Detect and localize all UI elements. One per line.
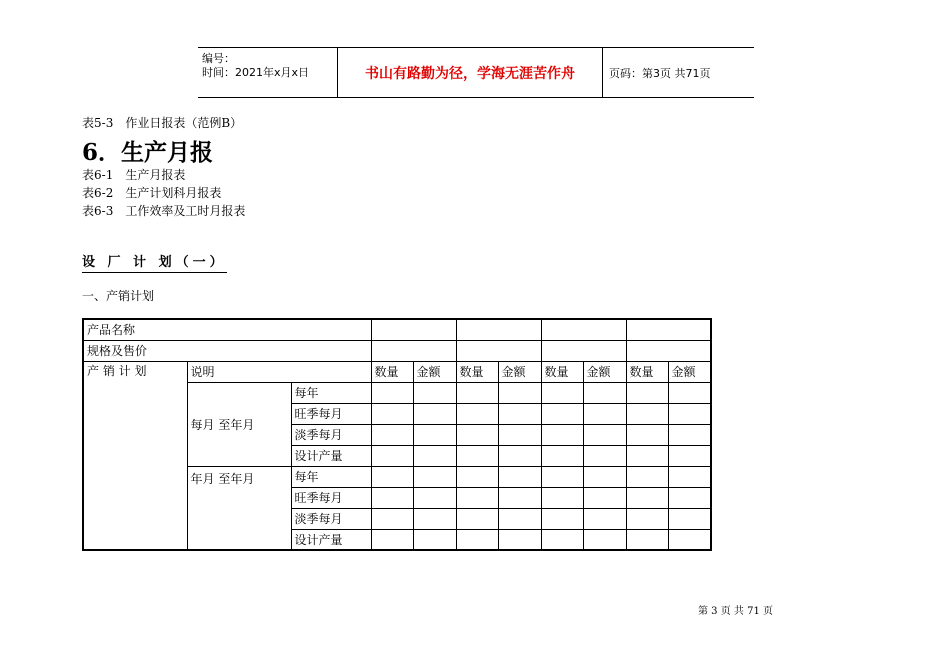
table-cell[interactable] bbox=[583, 466, 626, 487]
table-cell[interactable] bbox=[371, 382, 413, 403]
table-cell[interactable] bbox=[583, 445, 626, 466]
qty-header: 数量 bbox=[456, 361, 498, 382]
amount-header: 金额 bbox=[498, 361, 541, 382]
table-cell[interactable] bbox=[413, 529, 456, 550]
table-cell[interactable] bbox=[456, 340, 541, 361]
sub-item-label: 设计产量 bbox=[291, 529, 371, 550]
table-cell[interactable] bbox=[456, 529, 498, 550]
document-header bbox=[198, 47, 754, 98]
table-cell[interactable] bbox=[583, 403, 626, 424]
table-cell[interactable] bbox=[583, 508, 626, 529]
spec-price-label: 规格及售价 bbox=[83, 340, 371, 361]
amount-header: 金额 bbox=[413, 361, 456, 382]
table-cell[interactable] bbox=[668, 508, 711, 529]
table-cell[interactable] bbox=[456, 382, 498, 403]
table-6-2-caption: 表6-2 生产计划科月报表 bbox=[82, 186, 222, 200]
table-cell[interactable] bbox=[583, 487, 626, 508]
table-cell[interactable] bbox=[583, 529, 626, 550]
table-cell[interactable] bbox=[626, 340, 711, 361]
table-cell[interactable] bbox=[541, 508, 583, 529]
table-cell[interactable] bbox=[371, 319, 456, 340]
table-cell[interactable] bbox=[626, 403, 668, 424]
table-cell[interactable] bbox=[456, 466, 498, 487]
table-cell[interactable] bbox=[413, 445, 456, 466]
table-cell[interactable] bbox=[371, 340, 456, 361]
table-cell[interactable] bbox=[456, 403, 498, 424]
table-cell[interactable] bbox=[541, 466, 583, 487]
sub-item-label: 每年 bbox=[291, 382, 371, 403]
amount-header: 金额 bbox=[583, 361, 626, 382]
table-cell[interactable] bbox=[626, 445, 668, 466]
desc-header: 说明 bbox=[187, 361, 371, 382]
header-time-label: 时间：2021年x月x日 bbox=[202, 66, 310, 79]
qty-header: 数量 bbox=[626, 361, 668, 382]
table-cell[interactable] bbox=[498, 487, 541, 508]
table-cell[interactable] bbox=[668, 487, 711, 508]
group1-label: 每月 至年月 bbox=[187, 382, 291, 466]
table-cell[interactable] bbox=[541, 319, 626, 340]
table-cell[interactable] bbox=[498, 445, 541, 466]
table-cell[interactable] bbox=[456, 424, 498, 445]
section-heading: 6．生产月报 bbox=[82, 139, 214, 166]
table-cell[interactable] bbox=[668, 529, 711, 550]
table-5-3-caption: 表5-3 作业日报表（范例B） bbox=[82, 116, 243, 130]
table-cell[interactable] bbox=[668, 445, 711, 466]
table-cell[interactable] bbox=[583, 424, 626, 445]
sub-item-label: 每年 bbox=[291, 466, 371, 487]
table-cell[interactable] bbox=[456, 319, 541, 340]
table-cell[interactable] bbox=[371, 466, 413, 487]
table-cell[interactable] bbox=[626, 529, 668, 550]
table-cell[interactable] bbox=[371, 403, 413, 424]
header-motto: 书山有路勤为径，学海无涯苦作舟 bbox=[338, 48, 603, 97]
page-footer: 第 3 页 共 71 页 bbox=[698, 606, 773, 617]
table-cell[interactable] bbox=[371, 487, 413, 508]
table-cell[interactable] bbox=[498, 529, 541, 550]
table-cell[interactable] bbox=[498, 508, 541, 529]
table-row bbox=[83, 340, 711, 361]
table-cell[interactable] bbox=[541, 382, 583, 403]
table-cell[interactable] bbox=[541, 487, 583, 508]
table-cell[interactable] bbox=[371, 445, 413, 466]
table-cell[interactable] bbox=[456, 508, 498, 529]
table-row bbox=[83, 361, 711, 382]
table-cell[interactable] bbox=[371, 508, 413, 529]
table-cell[interactable] bbox=[541, 403, 583, 424]
qty-header: 数量 bbox=[371, 361, 413, 382]
plan-section-title: 设 厂 计 划（一） bbox=[82, 251, 227, 273]
table-cell[interactable] bbox=[583, 382, 626, 403]
sub-item-label: 旺季每月 bbox=[291, 487, 371, 508]
header-page-label: 页码：第3页 共71页 bbox=[609, 66, 711, 80]
table-cell[interactable] bbox=[626, 487, 668, 508]
sub-item-label: 旺季每月 bbox=[291, 403, 371, 424]
sub-item-label: 设计产量 bbox=[291, 445, 371, 466]
table-cell[interactable] bbox=[498, 403, 541, 424]
table-cell[interactable] bbox=[626, 508, 668, 529]
table-cell[interactable] bbox=[498, 466, 541, 487]
table-cell[interactable] bbox=[413, 382, 456, 403]
table-6-1-caption: 表6-1 生产月报表 bbox=[82, 168, 186, 182]
plan-label: 产 销 计 划 bbox=[83, 361, 187, 550]
table-cell[interactable] bbox=[456, 487, 498, 508]
table-cell[interactable] bbox=[413, 424, 456, 445]
table-cell[interactable] bbox=[626, 319, 711, 340]
table-cell[interactable] bbox=[668, 424, 711, 445]
table-cell[interactable] bbox=[413, 487, 456, 508]
table-cell[interactable] bbox=[626, 382, 668, 403]
table-cell[interactable] bbox=[498, 382, 541, 403]
table-cell[interactable] bbox=[456, 445, 498, 466]
table-cell[interactable] bbox=[626, 466, 668, 487]
table-cell[interactable] bbox=[413, 466, 456, 487]
table-cell[interactable] bbox=[413, 403, 456, 424]
table-cell[interactable] bbox=[371, 424, 413, 445]
table-6-3-caption: 表6-3 工作效率及工时月报表 bbox=[82, 204, 246, 218]
group2-label: 年月 至年月 bbox=[187, 466, 291, 550]
table-cell[interactable] bbox=[668, 466, 711, 487]
table-cell[interactable] bbox=[541, 529, 583, 550]
plan-subtitle: 一、产销计划 bbox=[82, 289, 155, 303]
table-cell[interactable] bbox=[626, 424, 668, 445]
table-cell[interactable] bbox=[668, 382, 711, 403]
table-cell[interactable] bbox=[668, 403, 711, 424]
table-cell[interactable] bbox=[371, 529, 413, 550]
table-cell[interactable] bbox=[541, 445, 583, 466]
header-meta bbox=[198, 48, 338, 97]
production-sales-plan-table bbox=[82, 318, 712, 551]
sub-item-label: 淡季每月 bbox=[291, 424, 371, 445]
table-row bbox=[83, 319, 711, 340]
table-cell[interactable] bbox=[498, 424, 541, 445]
product-name-label: 产品名称 bbox=[83, 319, 371, 340]
table-cell[interactable] bbox=[541, 424, 583, 445]
header-number-label: 编号： bbox=[202, 52, 235, 65]
table-cell[interactable] bbox=[413, 508, 456, 529]
sub-item-label: 淡季每月 bbox=[291, 508, 371, 529]
amount-header: 金额 bbox=[668, 361, 711, 382]
table-cell[interactable] bbox=[541, 340, 626, 361]
qty-header: 数量 bbox=[541, 361, 583, 382]
